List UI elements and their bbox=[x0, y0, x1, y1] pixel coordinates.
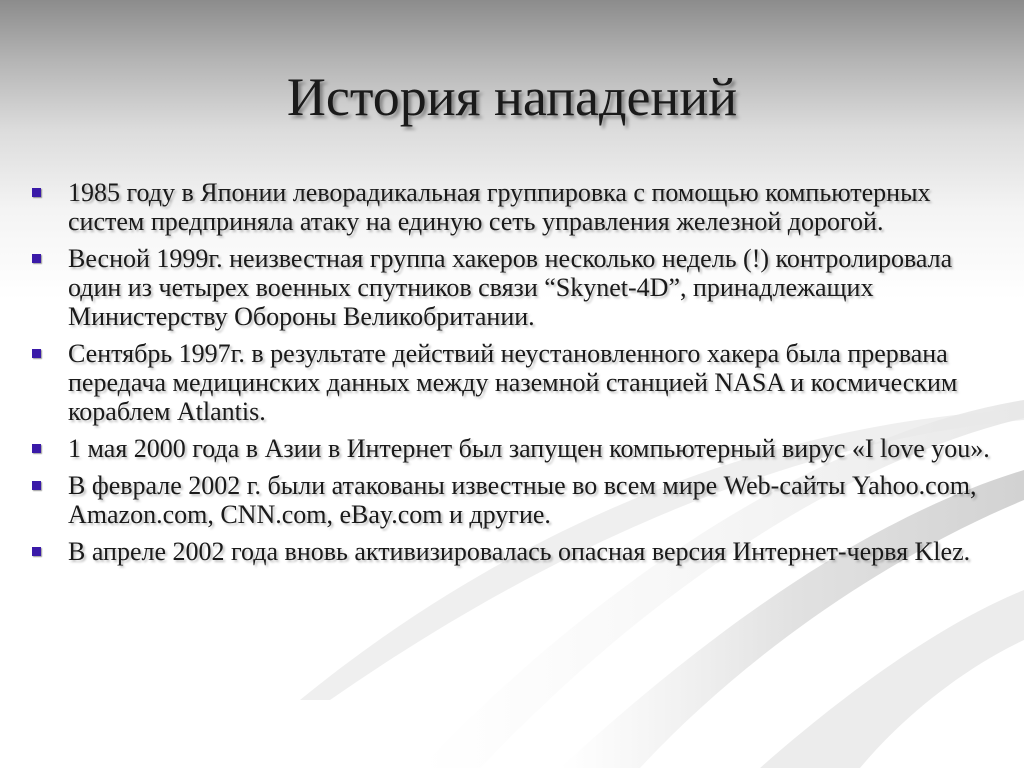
slide-title: История нападений bbox=[286, 67, 738, 127]
bullet-item bbox=[68, 537, 1008, 566]
bullet-text: 1985 году в Японии леворадикальная группировка с помощью компьютерных систем предприняла атаку на единую сеть управления железной дорогой. bbox=[68, 178, 931, 236]
bullet-list bbox=[68, 178, 1008, 574]
bullet-text: Весной 1999г. неизвестная группа хакеров несколько недель (!) контролировала один из четырех военных спутников связи “Skynet-4D”, принадлежащих Министерству Обороны Великобритании. bbox=[68, 244, 953, 331]
square-bullet-icon bbox=[32, 481, 41, 490]
bullet-text: 1 мая 2000 года в Азии в Интернет был запущен компьютерный вирус «I love you». bbox=[68, 434, 990, 463]
bullet-item bbox=[68, 244, 1008, 331]
bullet-item bbox=[68, 434, 1008, 463]
bullet-item bbox=[68, 339, 1008, 426]
square-bullet-icon bbox=[32, 254, 41, 263]
square-bullet-icon bbox=[32, 349, 41, 358]
bullet-text: Сентябрь 1997г. в результате действий неустановленного хакера была прервана передача медицинских данных между наземной станцией NASA и космическим кораблем Atlantis. bbox=[68, 339, 958, 426]
bullet-item bbox=[68, 471, 1008, 529]
square-bullet-icon bbox=[32, 188, 41, 197]
bullet-text: В апреле 2002 года вновь активизировалась опасная версия Интернет-червя Klez. bbox=[68, 537, 971, 566]
bullet-item bbox=[68, 178, 1008, 236]
bullet-text: В феврале 2002 г. были атакованы известные во всем мире Web-сайты Yahoo.com, Amazon.com, CNN.com, eBay.com и другие. bbox=[68, 471, 977, 529]
square-bullet-icon bbox=[32, 547, 41, 556]
square-bullet-icon bbox=[32, 444, 41, 453]
